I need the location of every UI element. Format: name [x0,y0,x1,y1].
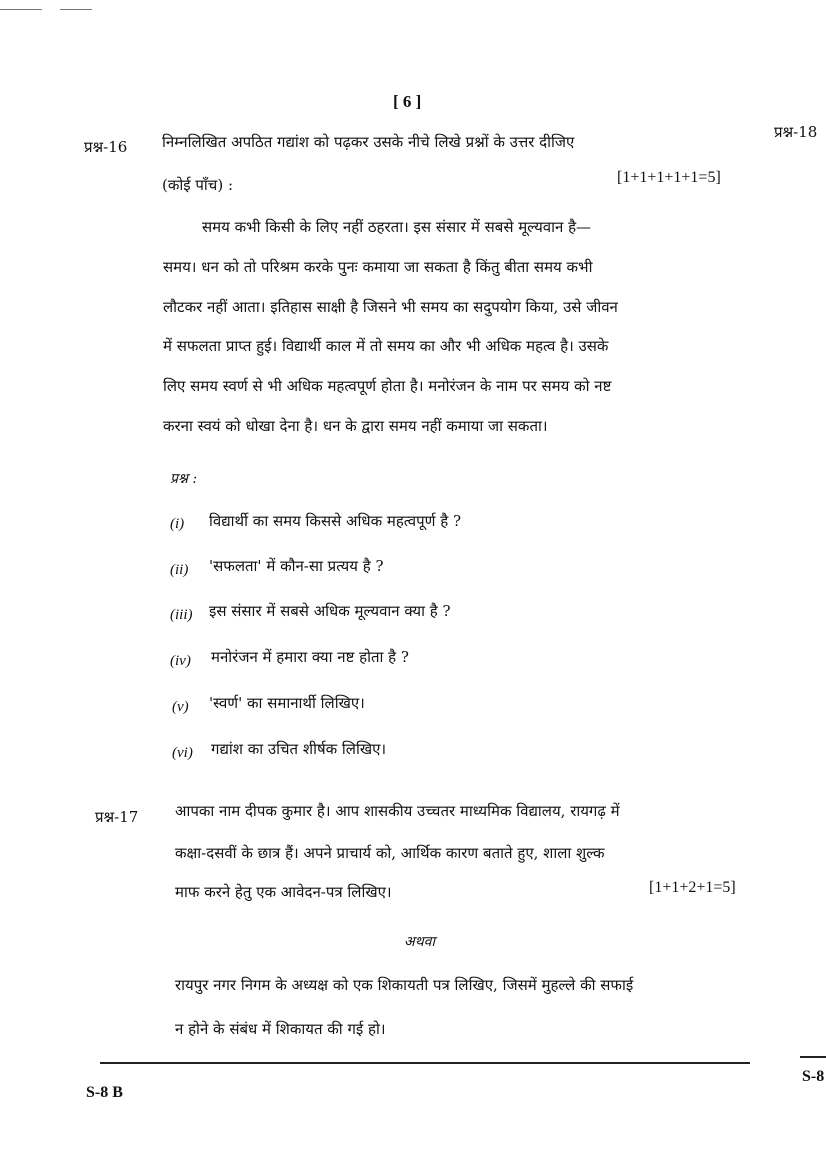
marks-distribution: [1+1+1+1+1=5] [617,169,721,186]
sub-question-text: विद्यार्थी का समय किससे अधिक महत्वपूर्ण है ? [209,512,462,530]
sub-question-text: मनोरंजन में हमारा क्या नष्ट होता है ? [211,648,409,666]
question-line: माफ करने हेतु एक आवेदन-पत्र लिखिए। [175,883,392,901]
footer-rule [100,1062,750,1064]
passage-line: समय कभी किसी के लिए नहीं ठहरता। इस संसार में सबसे मूल्यवान है— [202,218,592,236]
alternate-question-line: रायपुर नगर निगम के अध्यक्ष को एक शिकायती पत्र लिखिए, जिसमें मुहल्ले की सफाई [175,976,634,994]
sub-question-number: (ii) [170,562,189,578]
sub-question-text: 'सफलता' में कौन-सा प्रत्यय है ? [209,557,384,575]
sub-question-number: (v) [172,699,189,715]
sub-question-number: (vi) [172,745,193,761]
scan-artifact [60,9,92,10]
marks-distribution: [1+1+2+1=5] [649,879,736,896]
footer-rule-right [800,1056,826,1058]
passage-line: लिए समय स्वर्ण से भी अधिक महत्वपूर्ण होता है। मनोरंजन के नाम पर समय को नष्ट [163,377,612,395]
sub-question-number: (i) [170,516,185,532]
sub-question-text: इस संसार में सबसे अधिक मूल्यवान क्या है ? [209,602,451,620]
sub-question-number: (iii) [170,607,193,623]
next-question-label: प्रश्न-18 [774,123,818,141]
page-number: [ 6 ] [393,92,422,111]
question-line: आपका नाम दीपक कुमार है। आप शासकीय उच्चतर माध्यमिक विद्यालय, रायगढ़ में [175,802,620,820]
alternate-question-line: न होने के संबंध में शिकायत की गई हो। [175,1020,386,1038]
passage-line: करना स्वयं को धोखा देना है। धन के द्वारा समय नहीं कमाया जा सकता। [163,417,548,435]
or-separator: अथवा [404,934,436,950]
question-label: प्रश्न-17 [95,808,139,826]
choice-note: (कोई पाँच) : [162,176,233,194]
paper-code: S-8 B [86,1084,123,1101]
question-line: कक्षा-दसवीं के छात्र हैं। अपने प्राचार्य को, आर्थिक कारण बताते हुए, शाला शुल्क [175,844,605,862]
paper-code-right: S-8 [802,1068,825,1085]
passage-line: समय। धन को तो परिश्रम करके पुनः कमाया जा सकता है किंतु बीता समय कभी [163,258,593,276]
questions-heading: प्रश्न : [170,471,198,487]
scan-artifact [0,9,42,10]
sub-question-number: (iv) [170,653,191,669]
passage-line: में सफलता प्राप्त हुई। विद्यार्थी काल में तो समय का और भी अधिक महत्व है। उसके [163,337,609,355]
question-label: प्रश्न-16 [84,138,128,156]
sub-question-text: गद्यांश का उचित शीर्षक लिखिए। [211,740,387,758]
sub-question-text: 'स्वर्ण' का समानार्थी लिखिए। [209,694,365,712]
passage-line: लौटकर नहीं आता। इतिहास साक्षी है जिसने भी समय का सदुपयोग किया, उसे जीवन [163,298,618,316]
question-instruction: निम्नलिखित अपठित गद्यांश को पढ़कर उसके नीचे लिखे प्रश्नों के उत्तर दीजिए [162,133,575,151]
